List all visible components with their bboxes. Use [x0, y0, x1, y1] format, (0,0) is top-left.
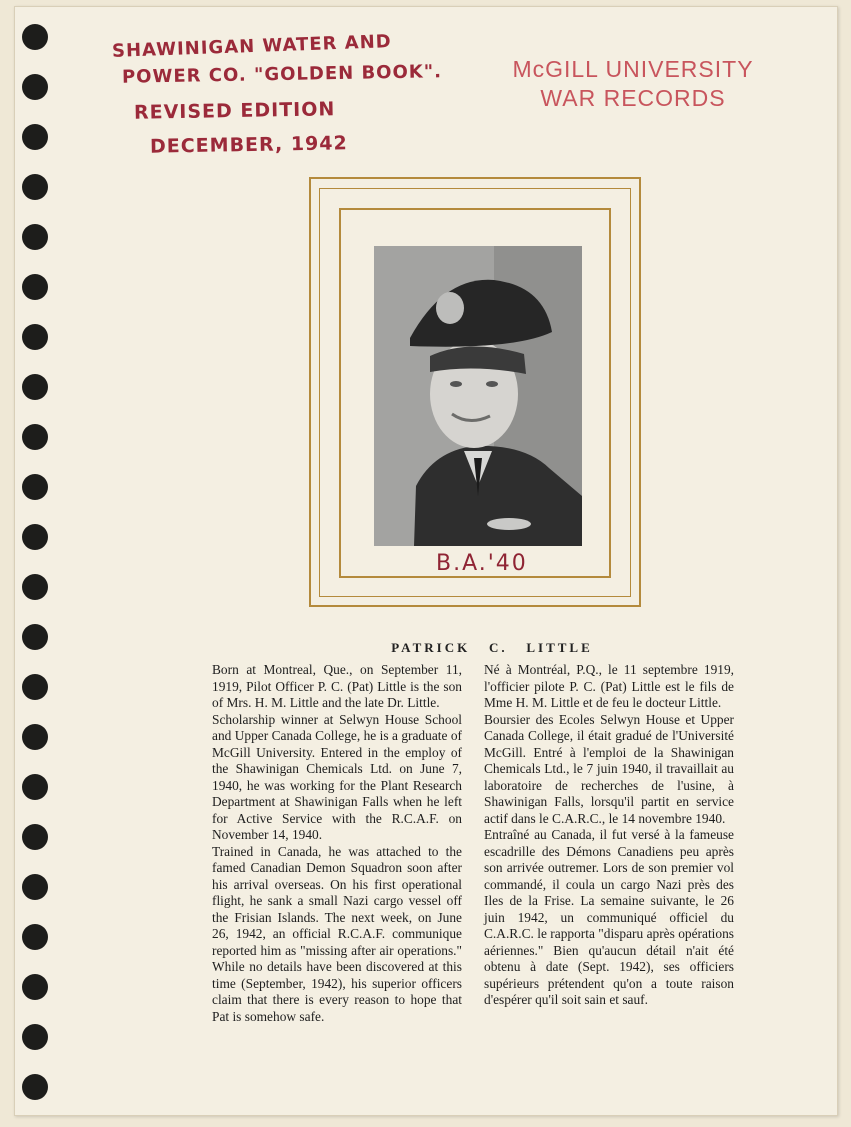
binder-hole — [22, 274, 48, 300]
binder-holes — [0, 0, 60, 1127]
binder-hole — [22, 874, 48, 900]
war-records-stamp — [496, 55, 770, 113]
biography-paragraph: Entraîné au Canada, il fut versé à la fameuse escadrille des Démons Canadiens peu après son arrivée outremer. Lors de son premier vol commandé, il coula un cargo Nazi près des Iles de la Frise. La semaine suivante, le 26 juin 1942, un communiqué officiel du C.A.R.C. le rapporta "disparu après opérations aériennes." Bien qu'aucun détail n'ait été obtenu à date (Sept. 1942), ses officiers supérieurs prétendent qu'on a toute raison d'espérer qu'il soit sain et sauf. — [484, 827, 734, 1007]
stamp-line: McGILL UNIVERSITY — [512, 56, 754, 82]
handwritten-line: POWER CO. "GOLDEN BOOK". — [121, 61, 443, 88]
handwritten-line: REVISED EDITION — [133, 98, 336, 124]
binder-hole — [22, 424, 48, 450]
binder-hole — [22, 374, 48, 400]
portrait-illustration — [374, 246, 582, 546]
binder-hole — [22, 224, 48, 250]
binder-hole — [22, 774, 48, 800]
binder-hole — [22, 124, 48, 150]
biography-paragraph: Boursier des Ecoles Selwyn House et Upper Canada College, il était gradué de l'Université McGill. Entré à l'emploi de la Shawinigan Chemicals Ltd., le 7 juin 1940, il travaillait au laboratoire de recherches de l'usine, à Shawinigan Falls, lorsqu'il partit en service actif dans le C.A.R.C., le 14 novembre 1940. — [484, 711, 734, 826]
binder-hole — [22, 74, 48, 100]
binder-hole — [22, 574, 48, 600]
binder-hole — [22, 474, 48, 500]
biography-paragraph: Born at Montreal, Que., on September 11, 1919, Pilot Officer P. C. (Pat) Little is the son of Mrs. H. M. Little and the late Dr. Little. — [212, 662, 462, 710]
binder-hole — [22, 174, 48, 200]
binder-hole — [22, 1074, 48, 1100]
binder-hole — [22, 1024, 48, 1050]
biography-paragraph: Né à Montréal, P.Q., le 11 septembre 1919, l'officier pilote P. C. (Pat) Little est le fils de Mme H. M. Little et de feu le docteur Little. — [484, 662, 734, 710]
binder-hole — [22, 824, 48, 850]
binder-hole — [22, 924, 48, 950]
handwritten-line: DECEMBER, 1942 — [149, 132, 348, 158]
binder-hole — [22, 324, 48, 350]
biography-paragraph: Trained in Canada, he was attached to the famed Canadian Demon Squadron soon after his arrival overseas. On his first operational flight, he sank a small Nazi cargo vessel off the Frisian Islands. The next week, on June 26, 1942, an official R.C.A.F. communique reported him as "missing after air operations." While no details have been discovered at this time (September, 1942), his superior officers claim that there is every reason to hope that Pat is somehow safe. — [212, 843, 462, 1024]
binder-hole — [22, 524, 48, 550]
stamp-line: WAR RECORDS — [540, 85, 726, 111]
english-biography — [212, 662, 462, 1025]
binder-hole — [22, 724, 48, 750]
biography-paragraph: Scholarship winner at Selwyn House School and Upper Canada College, he is a graduate of McGill University. Entered in the employ of the Shawinigan Chemicals Ltd. on June 7, 1940, he was working for the Plant Research Department at Shawinigan Falls when he left for Active Service with the R.C.A.F. on November 14, 1940. — [212, 711, 462, 842]
portrait-photo — [374, 246, 582, 546]
degree-annotation: B.A.'40 — [436, 551, 528, 576]
binder-hole — [22, 624, 48, 650]
binder-hole — [22, 24, 48, 50]
binder-hole — [22, 674, 48, 700]
person-name: PATRICK C. LITTLE — [391, 640, 593, 655]
handwritten-line: SHAWINIGAN WATER AND — [111, 31, 393, 62]
binder-hole — [22, 974, 48, 1000]
french-biography — [484, 662, 734, 1009]
